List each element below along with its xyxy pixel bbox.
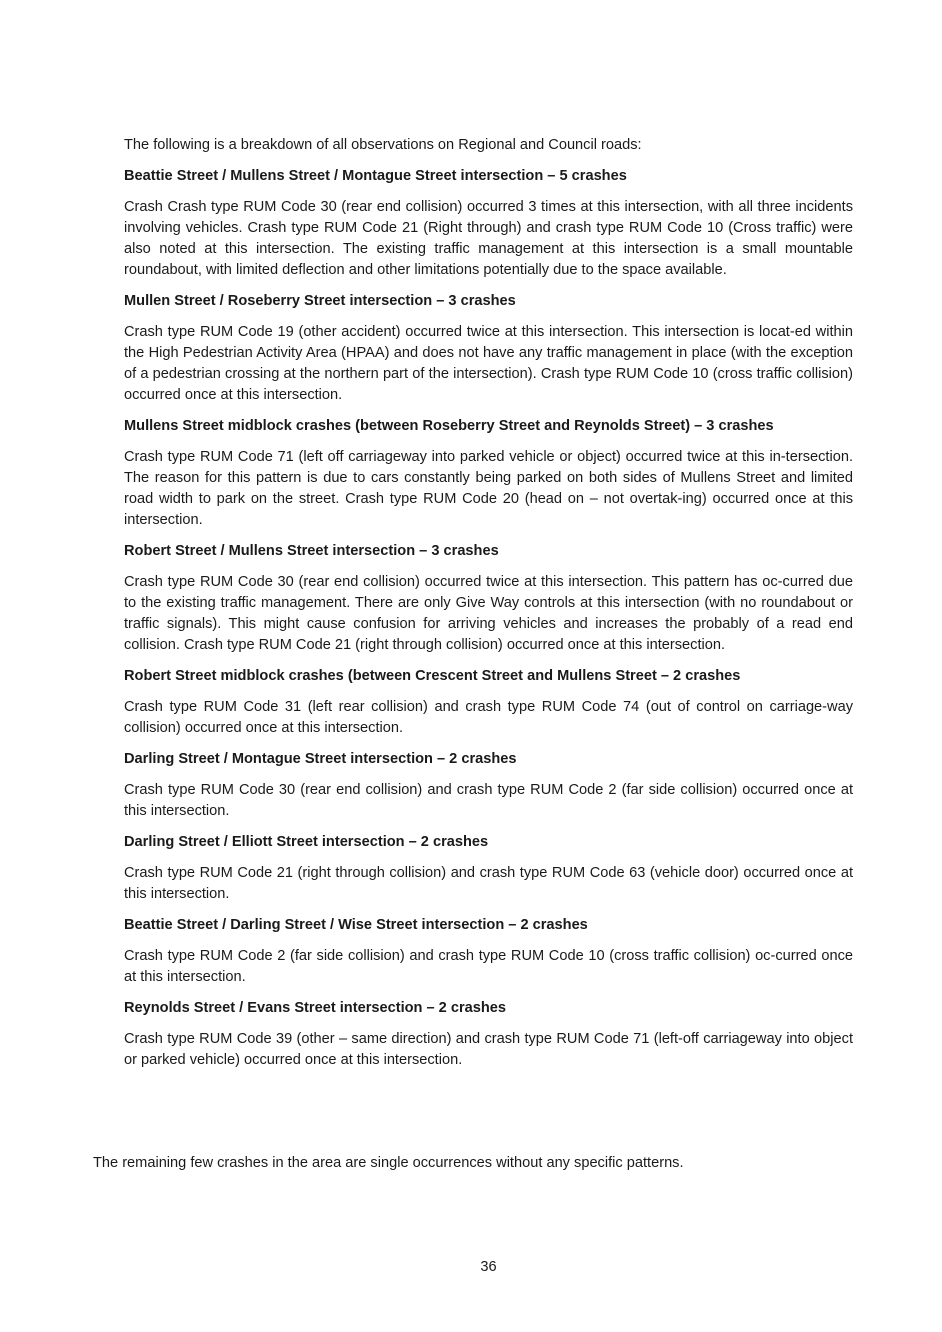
section-heading: Robert Street midblock crashes (between Crescent Street and Mullens Street – 2 crashes bbox=[124, 668, 741, 684]
section-body: Crash type RUM Code 71 (left off carriageway into parked vehicle or object) occurred twice at this in-tersection. The reason for this pattern is due to cars constantly being parked on both sides of Mullens Street and limited road width to park on the street. Crash type RUM Code 20 (head on – not overtak-ing) occurred once at this intersection. bbox=[124, 449, 853, 528]
document-body bbox=[124, 135, 853, 1081]
section-9 bbox=[124, 998, 853, 1071]
section-heading: Reynolds Street / Evans Street intersection – 2 crashes bbox=[124, 1000, 507, 1016]
section-heading: Mullens Street midblock crashes (between Roseberry Street and Reynolds Street) – 3 crashes bbox=[124, 418, 774, 434]
section-heading: Darling Street / Montague Street intersection – 2 crashes bbox=[124, 751, 517, 767]
section-3 bbox=[124, 416, 853, 531]
section-heading: Mullen Street / Roseberry Street intersection – 3 crashes bbox=[124, 293, 516, 309]
section-7 bbox=[124, 832, 853, 905]
section-body: Crash type RUM Code 19 (other accident) occurred twice at this intersection. This intersection is locat-ed within the High Pedestrian Activity Area (HPAA) and does not have any traffic management in place (with the exception of a pedestrian crossing at the northern part of the intersection). Crash type RUM Code 10 (cross traffic collision) occurred once at this intersection. bbox=[124, 324, 853, 403]
section-body: Crash type RUM Code 30 (rear end collision) and crash type RUM Code 2 (far side collision) occurred once at this intersection. bbox=[124, 782, 853, 819]
section-heading: Beattie Street / Mullens Street / Montague Street intersection – 5 crashes bbox=[124, 168, 627, 184]
intro-paragraph: The following is a breakdown of all observations on Regional and Council roads: bbox=[124, 137, 642, 153]
section-5 bbox=[124, 666, 853, 739]
section-4 bbox=[124, 541, 853, 656]
section-body: Crash type RUM Code 30 (rear end collision) occurred twice at this intersection. This pattern has oc-curred due to the existing traffic management. There are only Give Way controls at this intersection (with no roundabout or traffic signals). This might cause confusion for arriving vehicles and increases the probably of a read end collision. Crash type RUM Code 21 (right through collision) occurred once at this intersection. bbox=[124, 574, 853, 653]
section-heading: Robert Street / Mullens Street intersection – 3 crashes bbox=[124, 543, 499, 559]
closing-paragraph: The remaining few crashes in the area are single occurrences without any specific patterns. bbox=[93, 1155, 684, 1171]
section-body: Crash Crash type RUM Code 30 (rear end collision) occurred 3 times at this intersection, with all three incidents involving vehicles. Crash type RUM Code 21 (Right through) and crash type RUM Code 10 (Cross traffic) were also noted at this intersection. The existing traffic management at this intersection is a small mountable roundabout, with limited deflection and other limitations potentially due to the space available. bbox=[124, 199, 853, 278]
section-body: Crash type RUM Code 39 (other – same direction) and crash type RUM Code 71 (left-off carriageway into object or parked vehicle) occurred once at this intersection. bbox=[124, 1031, 853, 1068]
page-number: 36 bbox=[480, 1259, 497, 1275]
section-heading: Beattie Street / Darling Street / Wise Street intersection – 2 crashes bbox=[124, 917, 588, 933]
section-body: Crash type RUM Code 21 (right through collision) and crash type RUM Code 63 (vehicle door) occurred once at this intersection. bbox=[124, 865, 853, 902]
section-6 bbox=[124, 749, 853, 822]
section-body: Crash type RUM Code 31 (left rear collision) and crash type RUM Code 74 (out of control on carriage-way collision) occurred once at this intersection. bbox=[124, 699, 853, 736]
section-8 bbox=[124, 915, 853, 988]
section-1 bbox=[124, 166, 853, 281]
section-2 bbox=[124, 291, 853, 406]
section-body: Crash type RUM Code 2 (far side collision) and crash type RUM Code 10 (cross traffic collision) oc-curred once at this intersection. bbox=[124, 948, 853, 985]
section-heading: Darling Street / Elliott Street intersection – 2 crashes bbox=[124, 834, 489, 850]
